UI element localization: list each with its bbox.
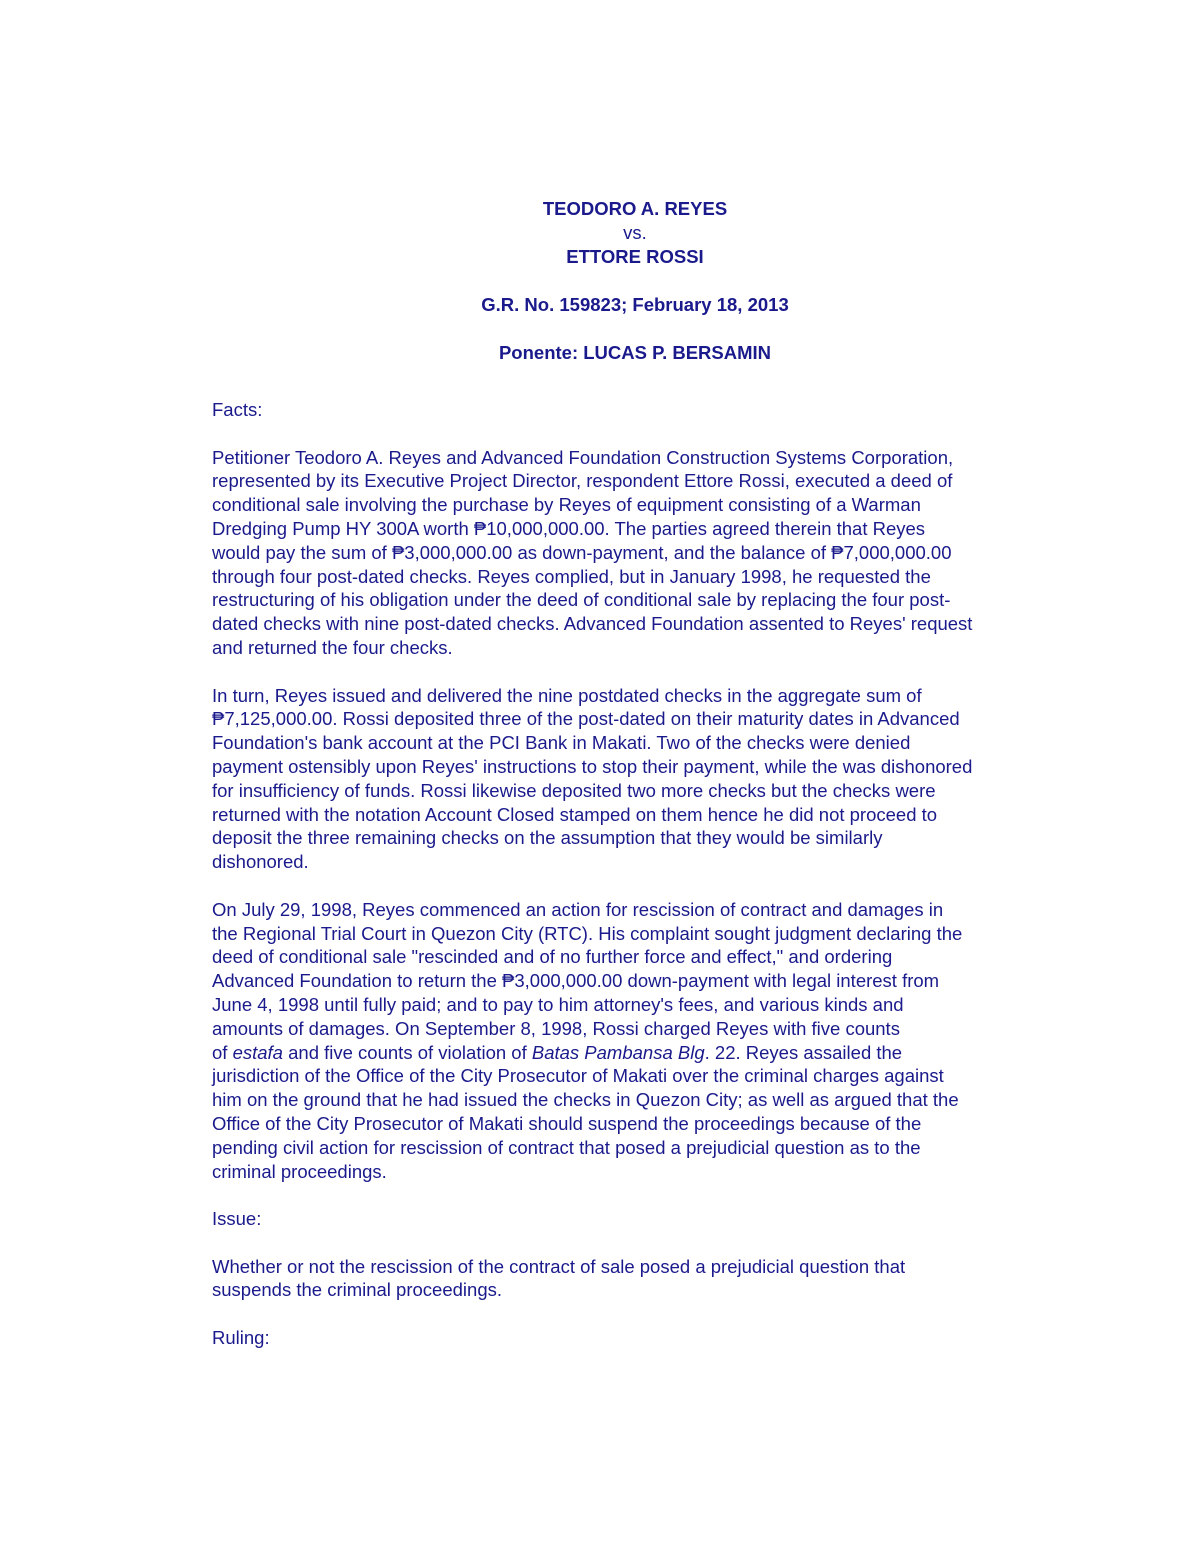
- text-line: amounts of damages. On September 8, 1998, Rossi charged Reyes with five counts: [212, 1017, 900, 1039]
- text-line: and returned the four checks.: [212, 636, 453, 658]
- text-line: Whether or not the rescission of the contract of sale posed a prejudicial question that: [212, 1255, 906, 1277]
- text-line: Petitioner Teodoro A. Reyes and Advanced Foundation Construction Systems Corporation,: [212, 446, 954, 468]
- text-line: ₱7,125,000.00. Rossi deposited three of the post-dated on their maturity dates in Advanced: [212, 708, 960, 730]
- facts-paragraph-3: [212, 898, 1072, 1184]
- text-line: deed of conditional sale "rescinded and of no further force and effect," and ordering: [212, 946, 893, 968]
- text-line: through four post-dated checks. Reyes complied, but in January 1998, he requested the: [212, 565, 931, 587]
- text-line: represented by its Executive Project Director, respondent Ettore Rossi, executed a deed of: [212, 470, 953, 492]
- text-line-with-italics: [212, 1041, 1072, 1065]
- text-line: jurisdiction of the Office of the City Prosecutor of Makati over the criminal charges against: [212, 1065, 944, 1087]
- text-line: On July 29, 1998, Reyes commenced an action for rescission of contract and damages in: [212, 898, 944, 920]
- facts-heading: Facts:: [212, 399, 263, 420]
- petitioner-name: TEODORO A. REYES: [542, 198, 728, 219]
- text-line: him on the ground that he had issued the checks in Quezon City; as well as argued that the: [212, 1089, 959, 1111]
- text-line: dated checks with nine post-dated checks. Advanced Foundation assented to Reyes' request: [212, 613, 973, 635]
- facts-paragraph-1: [212, 446, 1072, 660]
- text-line: conditional sale involving the purchase by Reyes of equipment consisting of a Warman: [212, 494, 921, 516]
- ponente-line: Ponente: LUCAS P. BERSAMIN: [498, 342, 772, 363]
- text-line: payment ostensibly upon Reyes' instructions to stop their payment, while the was dishonored: [212, 755, 973, 777]
- versus-label: vs.: [623, 222, 647, 243]
- text-line: restructuring of his obligation under the deed of conditional sale by replacing the four post-: [212, 589, 951, 611]
- italic-term-estafa: estafa: [232, 1041, 283, 1063]
- text-segment: . 22. Reyes assailed the: [704, 1041, 903, 1063]
- text-line: suspends the criminal proceedings.: [212, 1279, 502, 1301]
- text-line: returned with the notation Account Closed stamped on them hence he did not proceed to: [212, 803, 938, 825]
- text-segment: of: [212, 1041, 233, 1063]
- text-line: In turn, Reyes issued and delivered the nine postdated checks in the aggregate sum of: [212, 684, 922, 706]
- text-line: June 4, 1998 until fully paid; and to pay to him attorney's fees, and various kinds and: [212, 993, 904, 1015]
- text-line: Dredging Pump HY 300A worth ₱10,000,000.00. The parties agreed therein that Reyes: [212, 517, 926, 539]
- text-line: for insufficiency of funds. Rossi likewise deposited two more checks but the checks were: [212, 779, 936, 801]
- case-number-date: G.R. No. 159823; February 18, 2013: [481, 294, 789, 315]
- text-line: would pay the sum of ₱3,000,000.00 as down-payment, and the balance of ₱7,000,000.00: [212, 541, 952, 563]
- text-line: deposit the three remaining checks on the assumption that they would be similarly: [212, 827, 883, 849]
- text-line: Foundation's bank account at the PCI Bank in Makati. Two of the checks were denied: [212, 732, 911, 754]
- case-header: [212, 197, 1058, 365]
- document-body: [212, 398, 1072, 1374]
- issue-paragraph: [212, 1255, 1072, 1303]
- ruling-heading: Ruling:: [212, 1327, 270, 1349]
- issue-heading: Issue:: [212, 1208, 262, 1230]
- italic-term-bp-blg: Batas Pambansa Blg: [531, 1041, 705, 1063]
- facts-paragraph-2: [212, 684, 1072, 874]
- text-line: criminal proceedings.: [212, 1160, 387, 1182]
- text-segment: and five counts of violation of: [282, 1041, 532, 1063]
- text-line: dishonored.: [212, 851, 309, 873]
- text-line: Advanced Foundation to return the ₱3,000,000.00 down-payment with legal interest from: [212, 970, 940, 992]
- text-line: pending civil action for rescission of contract that posed a prejudicial question as to the: [212, 1136, 921, 1158]
- text-line: the Regional Trial Court in Quezon City (RTC). His complaint sought judgment declaring the: [212, 922, 963, 944]
- respondent-name: ETTORE ROSSI: [566, 246, 704, 267]
- text-line: Office of the City Prosecutor of Makati should suspend the proceedings because of the: [212, 1112, 922, 1134]
